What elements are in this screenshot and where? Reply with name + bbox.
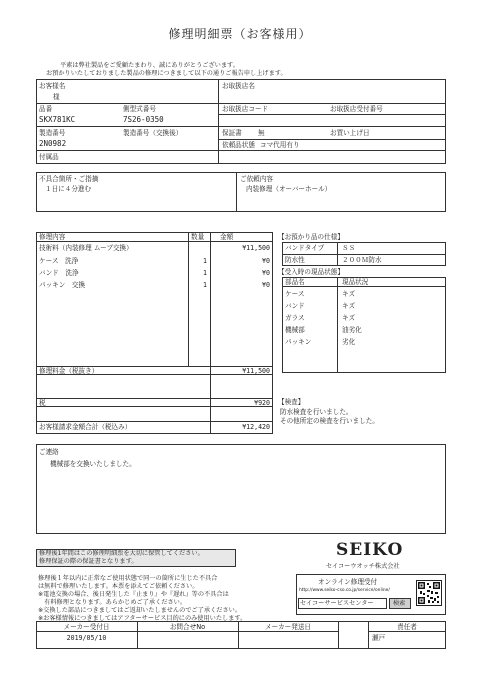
received-row-1-part: ケース xyxy=(285,290,305,298)
accessories-label: 付属品 xyxy=(39,153,59,161)
received-row-2-state: キズ xyxy=(342,302,356,310)
footer-header-receipt-date: メーカー受付日 xyxy=(63,623,110,631)
received-row-5-state: 劣化 xyxy=(342,338,356,346)
inspection-line-1: 防水検査を行いました。 xyxy=(280,408,353,416)
intro-line-1: 平素は弊社製品をご愛顧たまわり、誠にありがとうございます。 xyxy=(60,62,239,69)
seiko-logo: SEIKO xyxy=(336,540,404,560)
footer-header-inquiry-no: お問合せNo xyxy=(169,623,206,631)
repair-row-1-item: 技術料（内装修理 ムーブ交換） xyxy=(39,244,133,252)
request-label: ご依頼内容 xyxy=(240,175,273,183)
footer-header-ship-date: メーカー発送日 xyxy=(264,623,312,631)
condition-value: コマ代用有り xyxy=(260,141,300,149)
repair-row-4-amount: ¥0 xyxy=(262,281,270,289)
purchase-date-label: お買い上げ日 xyxy=(330,129,370,137)
request-value: 内装修理（オーバーホール） xyxy=(246,185,332,193)
footer-header-manager: 責任者 xyxy=(397,623,417,631)
keep-notice-line-1: 修理後1年間はこの修理明細票を大切に保管してください。 xyxy=(39,550,204,557)
warranty-note-1: 修理後１年以内に正常なご使用状態で同一の箇所に生じた不具合 xyxy=(38,575,218,582)
defect-value: １日に４分進む xyxy=(45,185,92,193)
footer-manager: 瀬戸 xyxy=(372,634,386,642)
keep-notice-line-2: 修理保証の際の保証書となります。 xyxy=(39,558,138,565)
subtotal-value: ¥11,500 xyxy=(242,367,270,375)
customer-info-box xyxy=(36,79,446,164)
received-header-part: 部品名 xyxy=(285,278,305,286)
total-label: お客様請求金額合計（税込み） xyxy=(39,423,132,431)
condition-label: 依頼品状態 xyxy=(222,141,255,149)
repair-row-3-item: バンド 洗浄 xyxy=(39,269,79,277)
serial2-label: 製造番号（交換後） xyxy=(123,129,183,137)
repair-row-1-amount: ¥11,500 xyxy=(242,244,270,252)
inspection-line-2: その他所定の検査を行いました。 xyxy=(280,417,379,425)
product-label: 品番 xyxy=(39,105,53,113)
repair-row-2-amount: ¥0 xyxy=(262,257,270,265)
serial-value: 2N0982 xyxy=(39,139,67,148)
repair-row-2-qty: 1 xyxy=(203,257,207,265)
spec-water-value: ２００Ｍ防水 xyxy=(342,256,382,264)
notes-box xyxy=(36,444,446,534)
repair-row-2-item: ケース 洗浄 xyxy=(39,257,79,265)
service-center-text: セイコーサービスセンター xyxy=(300,600,374,607)
store-receipt-label: お取扱店受付番号 xyxy=(330,105,383,113)
received-row-4-state: 油劣化 xyxy=(342,326,362,334)
warranty-label: 保証書 xyxy=(222,129,242,137)
repair-row-4-item: パッキン 交換 xyxy=(39,281,86,289)
tax-label: 税 xyxy=(39,399,46,407)
online-repair-label: オンライン修理受付 xyxy=(318,578,378,586)
spec-band-value: ＳＳ xyxy=(342,244,356,252)
received-row-1-state: キズ xyxy=(342,290,356,298)
company-name: セイコーウオッチ株式会社 xyxy=(326,563,400,570)
tax-value: ¥920 xyxy=(254,399,270,407)
received-state-label: 【受入時の現品状態】 xyxy=(278,268,344,276)
repair-header-item: 修理内容 xyxy=(39,233,66,241)
movement-label: 側型式番号 xyxy=(123,105,156,113)
repair-row-3-qty: 1 xyxy=(203,269,207,277)
warranty-note-6: ※お客様情報につきましてはアフターサービス目的にのみ使用いたします。 xyxy=(38,615,247,622)
customer-honorific: 様 xyxy=(53,93,60,101)
total-value: ¥12,420 xyxy=(242,423,270,431)
inspection-label: 【検査】 xyxy=(278,398,305,406)
received-row-4-part: 機械部 xyxy=(285,326,305,334)
store-name-label: お取扱店名 xyxy=(222,82,255,90)
subtotal-label: 修理料金（税抜き） xyxy=(39,367,99,375)
repair-header-amount: 金額 xyxy=(220,233,234,241)
received-header-state: 現品状況 xyxy=(342,278,369,286)
product-value: SKX781KC xyxy=(39,115,76,124)
serial-label: 製造番号 xyxy=(39,129,66,137)
received-row-5-part: パッキン xyxy=(285,338,312,346)
warranty-note-4: 有料修理となります。あらかじめご了承ください。 xyxy=(38,599,187,606)
notes-label: ご連絡 xyxy=(39,448,59,456)
search-button-label: 検索 xyxy=(393,600,406,607)
customer-name-label: お客様名 xyxy=(39,82,66,90)
footer-receipt-date: 2019/05/10 xyxy=(66,634,107,642)
repair-header-qty: 数量 xyxy=(191,233,205,241)
spec-water-label: 防水性 xyxy=(285,256,305,264)
online-repair-url[interactable]: http://www.seiko-cso.co.jp/service/online/ xyxy=(299,588,390,593)
qr-code-icon[interactable] xyxy=(416,580,442,606)
store-code-label: お取扱店コード xyxy=(222,105,269,113)
received-row-3-state: キズ xyxy=(342,314,356,322)
page-title: 修理明細票（お客様用） xyxy=(168,27,312,41)
warranty-note-2: は無料で修理いたします。本票を添えてご依頼ください。 xyxy=(38,583,199,590)
repair-row-3-amount: ¥0 xyxy=(262,269,270,277)
warranty-note-3: ※電池交換の場合、後日発生した『止まり』や『遅れ』等の不具合は xyxy=(38,591,229,598)
received-row-3-part: ガラス xyxy=(285,314,305,322)
notes-value: 機械部を交換いたしました。 xyxy=(50,460,136,468)
warranty-value: 無 xyxy=(258,129,265,137)
received-row-2-part: バンド xyxy=(285,302,305,310)
spec-section-label: 【お預かり品の仕様】 xyxy=(278,233,344,241)
defect-label: 不具合箇所・ご指摘 xyxy=(39,175,99,183)
movement-value: 7S26-0350 xyxy=(123,115,164,124)
intro-line-2: お預かりいたしておりました製品の修理につきまして以下の通りご報告申し上げます。 xyxy=(46,70,287,77)
repair-row-4-qty: 1 xyxy=(203,281,207,289)
spec-band-label: バンドタイプ xyxy=(285,244,325,252)
received-state-table xyxy=(282,277,446,373)
warranty-note-5: ※交換した部品につきましてはご返却いたしませんのでご了承ください。 xyxy=(38,607,242,614)
